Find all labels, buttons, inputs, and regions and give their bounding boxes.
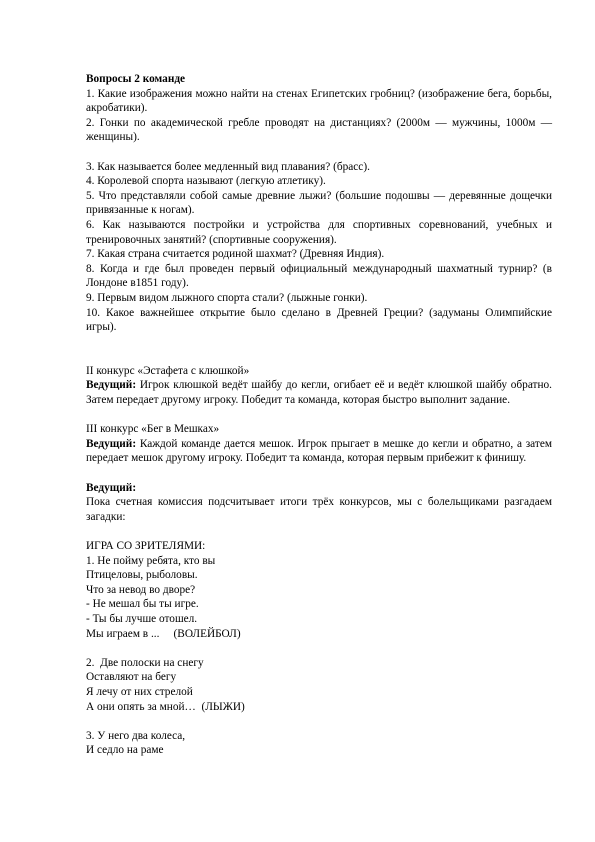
- question-3: 3. Как называется более медленный вид плавания? (брасс).: [86, 160, 370, 173]
- host-label: Ведущий:: [86, 379, 137, 392]
- document-page: [86, 72, 552, 758]
- host-text: Пока счетная комиссия подсчитывает итоги трёх конкурсов, мы с болельщиками разгадаем загадки:: [86, 496, 552, 523]
- contest-2-title: II конкурс «Эстафета с клюшкой»: [86, 364, 250, 377]
- question-6: 6. Как называются постройки и устройства для спортивных соревнований, учебных и тренировочных занятий? (спортивные сооружения).: [86, 218, 552, 246]
- host-heading: Ведущий:: [86, 481, 137, 494]
- question-1: 1. Какие изображения можно найти на стенах Египетских гробниц? (изображение бега, борьбы, акробатики).: [86, 87, 552, 115]
- host-label: Ведущий:: [86, 437, 137, 450]
- riddle-1-line: - Не мешал бы ты игре.: [86, 598, 199, 611]
- question-10: 10. Какое важнейшее открытие было сделано в Древней Греции? (задуманы Олимпийские игры).: [86, 306, 552, 334]
- riddle-1-line: - Ты бы лучше отошел.: [86, 612, 198, 625]
- riddle-2-line: Я лечу от них стрелой: [86, 685, 193, 698]
- contest-2-description: [86, 378, 552, 407]
- contest-2-text: Игрок клюшкой ведёт шайбу до кегли, огибает её и ведёт клюшкой шайбу обратно. Затем передает другому игроку. Победит та команда, которая быстро выполнит задание.: [86, 379, 552, 407]
- question-7: 7. Какая страна считается родиной шахмат? (Древняя Индия).: [86, 248, 385, 261]
- question-5: 5. Что представляли собой самые древние лыжи? (большие подошвы — деревянные дощечки привязанные к ногам).: [86, 189, 552, 217]
- question-2: 2. Гонки по академической гребле проводят на дистанциях? (2000м — мужчины, 1000м — женщины).: [86, 116, 552, 144]
- question-4: 4. Королевой спорта называют (легкую атлетику).: [86, 175, 326, 188]
- contest-3-description: [86, 437, 552, 466]
- contest-3-text: Каждой команде дается мешок. Игрок прыгает в мешке до кегли и обратно, а затем передает мешок другому игроку. Победит та команда, которая первым прибежит к финишу.: [86, 437, 552, 465]
- riddle-2-line: 2. Две полоски на снегу: [86, 656, 204, 669]
- question-8: 8. Когда и где был проведен первый официальный международный шахматный турнир? (в Лондоне в1851 году).: [86, 262, 552, 290]
- riddle-2-answer: А они опять за мной… (ЛЫЖИ): [86, 700, 245, 713]
- question-9: 9. Первым видом лыжного спорта стали? (лыжные гонки).: [86, 291, 368, 304]
- game-title: ИГРА СО ЗРИТЕЛЯМИ:: [86, 540, 206, 552]
- riddle-2-line: Оставляют на бегу: [86, 671, 177, 684]
- riddle-1-answer: Мы играем в ... (ВОЛЕЙБОЛ): [86, 627, 241, 640]
- contest-3-title: III конкурс «Бег в Мешках»: [86, 423, 220, 436]
- section-heading: Вопросы 2 команде: [86, 73, 186, 85]
- riddle-1-line: 1. Не пойму ребята, кто вы: [86, 554, 216, 567]
- riddle-1-line: Птицеловы, рыболовы.: [86, 569, 198, 582]
- riddle-1-line: Что за невод во дворе?: [86, 583, 196, 596]
- riddle-3-line: 3. У него два колеса,: [86, 729, 186, 742]
- riddle-3-line: И седло на раме: [86, 744, 164, 757]
